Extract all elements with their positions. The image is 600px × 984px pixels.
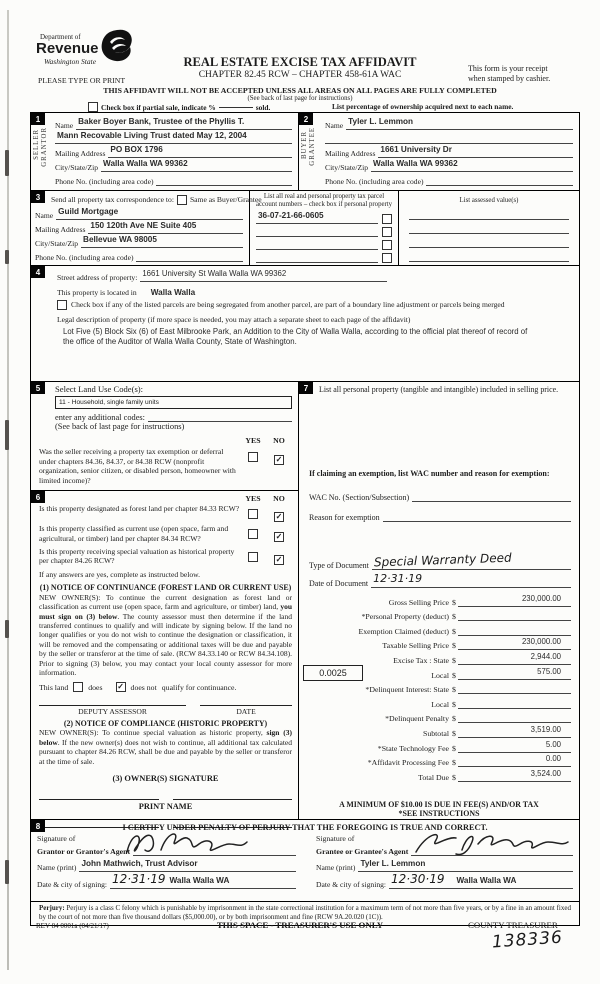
receipt-note-line2: when stamped by cashier. — [468, 74, 551, 83]
seller-phone-field[interactable] — [156, 185, 292, 186]
receipt-note-line1: This form is your receipt — [468, 64, 548, 73]
local-rate-box — [303, 665, 363, 681]
grantee-date-value: 12·30·19 — [391, 872, 445, 886]
this-land-label: This land — [39, 682, 69, 692]
forest-no-checkbox[interactable]: ✓ — [275, 512, 283, 522]
grantor-city-value: Walla Walla WA — [169, 876, 230, 885]
historic-yes-checkbox[interactable] — [248, 552, 258, 562]
does-not-label: does not — [130, 682, 157, 692]
assessed-header: List assessed value(s) — [459, 197, 519, 204]
taxable-price-label: Taxable Selling Price — [382, 641, 449, 651]
exemption-yes-checkbox[interactable] — [248, 452, 258, 462]
excise-local-value: 575.00 — [537, 666, 561, 676]
seller-city-value: Walla Walla WA 99362 — [103, 159, 188, 168]
affidavit-form — [30, 112, 580, 926]
total-due-label: Total Due — [418, 772, 449, 782]
assessed-field-2[interactable] — [409, 220, 569, 234]
certification-row — [31, 820, 579, 902]
grantor-sig-label-1: Signature of — [37, 834, 76, 843]
current-use-question: Is this property classified as current use (open space, farm and agricultural, or timber) land per chapter 84.34 RCW? — [39, 524, 229, 543]
assessed-field-4[interactable] — [409, 248, 569, 262]
correspondence-label: Send all property tax correspondence to: — [51, 195, 174, 204]
buyer-name-label: Name — [325, 121, 344, 130]
section-6 — [31, 490, 298, 828]
legal-description-line1: Lot Five (5) Block Six (6) of East Milbrooke Park, an Addition to the City of Walla Walla, according to the official plat thereof of record of — [63, 327, 528, 336]
parcels-header: List all real and personal property tax parcel account numbers – check box if personal property — [255, 193, 393, 209]
seller-role-label-2: GRANTOR — [41, 127, 48, 167]
affidavit-fee-label: *Affidavit Processing Fee — [367, 758, 449, 768]
corr-city-label: City/State/Zip — [35, 239, 79, 248]
grantor-print-label: Name (print) — [37, 863, 77, 872]
street-address-label: Street address of property: — [57, 273, 138, 282]
correspondence-row — [31, 191, 579, 266]
county-treasurer-label: COUNTY TREASURER — [468, 920, 558, 930]
seller-role-label-1: SELLER — [33, 129, 40, 160]
buyer-name-value: Tyler L. Lemmon — [348, 117, 414, 126]
doc-date-field[interactable] — [371, 569, 571, 588]
gross-price-value: 230,000.00 — [521, 593, 561, 603]
located-in-label: This property is located in — [57, 288, 137, 297]
corr-name-label: Name — [35, 211, 54, 220]
deputy-assessor-label: DEPUTY ASSESSOR — [78, 707, 147, 717]
buyer-city-label: City/State/Zip — [325, 163, 369, 172]
form-rev-number: REV 84 0001a (04/21/17) — [36, 922, 109, 930]
grantee-sig-label-2: Grantee or Grantee's Agent — [316, 847, 409, 856]
delinq-interest-state-label: *Delinquent Interest: State — [365, 685, 449, 695]
legal-description-line2: the office of the Auditor of Walla Walla County, State of Washington. — [63, 337, 297, 346]
forest-land-question: Is this property designated as forest land per chapter 84.33 RCW? — [39, 504, 240, 514]
scan-mark — [5, 150, 9, 176]
total-due-field[interactable] — [458, 763, 571, 782]
grantor-date-label: Date & city of signing: — [37, 880, 108, 889]
delinq-interest-state-field[interactable] — [458, 693, 571, 694]
corr-city-value: Bellevue WA 98005 — [83, 235, 157, 244]
grantor-print-value: John Mathwich, Trust Advisor — [81, 859, 198, 868]
yes-header-6: YES — [245, 494, 261, 504]
wac-no-field[interactable] — [412, 501, 571, 502]
assessed-section — [399, 191, 579, 265]
partial-sale-label: Check box if partial sale, indicate % — [101, 102, 216, 112]
corr-phone-field[interactable] — [136, 261, 243, 262]
section-6-badge: 6 — [31, 491, 45, 503]
does-not-checkbox[interactable]: ✓ — [117, 682, 124, 692]
section-4-badge: 4 — [31, 266, 45, 278]
deputy-assessor-signature-line[interactable] — [39, 705, 186, 716]
parcel-personal-checkbox-1[interactable] — [382, 214, 392, 224]
street-address-value: 1661 University St Walla Walla WA 99362 — [142, 269, 287, 278]
print-name-label: PRINT NAME — [138, 802, 193, 812]
taxable-price-value: 230,000.00 — [521, 637, 561, 647]
seller-section — [31, 113, 299, 190]
tax-column — [299, 382, 579, 819]
please-type-label: PLEASE TYPE OR PRINT — [38, 76, 126, 85]
buyer-phone-field[interactable] — [426, 185, 573, 186]
does-label: does — [88, 682, 103, 692]
ownership-note: List percentage of ownership acquired next to each name. — [332, 102, 514, 111]
yes-header-5: YES — [245, 436, 261, 445]
parcel-field-1[interactable] — [256, 205, 378, 224]
gross-price-label: Gross Selling Price — [388, 597, 449, 607]
if-yes-note: If any answers are yes, complete as instructed below. — [39, 569, 201, 579]
doc-date-label: Date of Document — [309, 579, 369, 588]
segregated-label: Check box if any of the listed parcels are being segregated from another parcel, are part of a boundary line adjustment or parcels being merged — [71, 300, 505, 309]
buyer-address-label: Mailing Address — [325, 149, 376, 158]
section-3-badge: 3 — [31, 191, 45, 203]
revenue-logo-icon — [100, 28, 134, 62]
notice-compliance-body: NEW OWNER(S): To continue special valuation as historic property, sign (3) below. If the new owner(s) does not wish to continue, all additional tax calculated pursuant to chapter 84.26 RCW, shall be due and payable by the seller or transferor at the time of sale. — [39, 728, 292, 766]
form-title: REAL ESTATE EXCISE TAX AFFIDAVIT — [183, 55, 417, 69]
personal-deduct-field[interactable] — [458, 620, 571, 621]
land-use-column — [31, 382, 299, 819]
personal-deduct-label: *Personal Property (deduct) — [361, 612, 449, 622]
assessed-field-1[interactable] — [409, 206, 569, 220]
historic-question: Is this property receiving special valuation as historical property per chapter 84.26 RCW? — [39, 546, 235, 566]
parcel-personal-checkbox-3[interactable] — [382, 240, 392, 250]
parcel-value-1: 36-07-21-66-0605 — [258, 210, 324, 220]
reason-exemption-field[interactable] — [383, 521, 571, 522]
scan-mark — [5, 620, 9, 638]
reason-exemption-label: Reason for exemption — [309, 513, 380, 522]
seller-phone-label: Phone No. (including area code) — [55, 177, 154, 186]
exemption-claim-note: If claiming an exemption, list WAC number and reason for exemption: — [309, 469, 550, 478]
doc-date-value: 12·31·19 — [373, 572, 423, 585]
current-use-no-checkbox[interactable]: ✓ — [275, 532, 283, 542]
continuance-qualify-row — [39, 682, 292, 692]
notice-continuance-title: (1) NOTICE OF CONTINUANCE (FOREST LAND OR CURRENT USE) — [39, 582, 292, 592]
seller-name-value: Baker Boyer Bank, Trustee of the Phyllis T. — [78, 117, 245, 126]
parties-row — [31, 113, 579, 191]
dept-of-label: Department of — [40, 33, 81, 41]
total-due-value: 3,524.00 — [530, 768, 561, 778]
grantee-date-label: Date & city of signing: — [316, 880, 387, 889]
see-instructions-note: *SEE INSTRUCTIONS — [398, 808, 480, 818]
subtotal-value: 3,519.00 — [530, 724, 561, 734]
excise-local-field[interactable] — [458, 661, 571, 680]
buyer-city-value: Walla Walla WA 99362 — [373, 159, 458, 168]
affidavit-fee-value: 0.00 — [545, 754, 561, 764]
gross-price-field[interactable] — [458, 588, 571, 607]
see-back-note: (See back of last page for instructions) — [247, 95, 353, 102]
treasurer-stamp-number: 138336 — [491, 927, 564, 953]
grantor-date-field[interactable] — [110, 870, 296, 889]
excise-state-label: Excise Tax : State — [393, 655, 449, 665]
land-use-code-select[interactable] — [55, 396, 292, 409]
form-subtitle: CHAPTER 82.45 RCW – CHAPTER 458-61A WAC — [198, 70, 402, 80]
correspondence-section — [31, 191, 262, 265]
owner-signature-line-2[interactable] — [173, 799, 293, 800]
seller-address-value: PO BOX 1796 — [110, 145, 163, 154]
perjury-note: Perjury: Perjury is a class C felony which is punishable by imprisonment in the state correctional institution for a maximum term of not more than five years, or by a fine in an amount fixed by the court of not more than five thousand dollars ($5,000.00), or by both imprisonment and fine (RCW 9A.20.020 (1C)). — [39, 904, 571, 921]
percent-sold-input[interactable] — [219, 107, 253, 108]
wac-no-label: WAC No. (Section/Subsection) — [309, 493, 410, 502]
subtotal-label: Subtotal — [423, 728, 449, 738]
qualify-label: qualify for continuance. — [161, 682, 237, 692]
minimum-due-note: A MINIMUM OF $10.00 IS DUE IN FEE(S) AND/OR TAX — [339, 799, 539, 809]
owner-signature-line-1[interactable] — [39, 799, 159, 800]
scan-mark — [5, 420, 9, 450]
seller-name-value-2: Mann Recovable Living Trust dated May 12, 2004 — [57, 131, 247, 140]
exemption-deduct-label: Exemption Claimed (deduct) — [358, 626, 449, 636]
exemption-no-checkbox[interactable]: ✓ — [275, 455, 283, 464]
warning-line: THIS AFFIDAVIT WILL NOT BE ACCEPTED UNLESS ALL AREAS ON ALL PAGES ARE FULLY COMPLETED — [103, 86, 497, 95]
deputy-date-line[interactable] — [200, 705, 292, 716]
section-1-badge: 1 — [31, 113, 45, 125]
local-rate-value: 0.0025 — [319, 668, 347, 678]
corr-name-value: Guild Mortgage — [58, 207, 119, 216]
exemption-question: Was the seller receiving a property tax exemption or deferral under chapters 84.36, 84.37, or 84.38 RCW (nonprofit organization, senior citizen, or disabled person, homeowner with limited income)? — [39, 447, 236, 485]
section-8-badge: 8 — [31, 820, 45, 832]
partial-sale-sold-label: sold. — [255, 102, 271, 112]
owners-signature-title: (3) OWNER(S) SIGNATURE — [112, 774, 219, 784]
doc-type-field[interactable] — [372, 551, 571, 570]
parcel-field-3[interactable] — [256, 249, 378, 250]
street-address-field[interactable] — [140, 263, 387, 282]
grantee-signature-block — [302, 834, 579, 889]
parcel-personal-checkbox-2[interactable] — [382, 227, 392, 237]
buyer-role-label-1: BUYER — [301, 131, 308, 160]
excise-local-label: Local — [431, 670, 449, 680]
treasurer-space-label: THIS SPACE - TREASURER'S USE ONLY — [216, 920, 384, 930]
legal-description-label: Legal description of property (if more space is needed, you may attach a separate sheet to each page of the affidavit) — [57, 315, 411, 324]
tax-computation: Gross Selling Price $ 230,000.00 *Personal Property (deduct) $ Exemption Claimed (deduct) $ Taxable Selling Price $ 230,000.00 Excise Tax : State $ 2,944.00 Local $ 575.00 *Delinquent Interest: State $ Local $ *Delinquent Penalty $ Subtotal $ 3,519.00 *State Technology Fee $ 5.00 *Affidavit Processing Fee $ 0.00 Total Due $ 3,524.00 0.0025 — [299, 592, 579, 782]
seller-address-label: Mailing Address — [55, 149, 106, 158]
same-as-buyer-label: Same as Buyer/Grantee — [189, 195, 262, 204]
notice-continuance-body: NEW OWNER(S): To continue the current designation as forest land or classification as current use (open space, farm and agriculture, or timber) land, you must sign on (3) below. The county assessor must then determine if the land transferred continues to qualify and will indicate by signing below. If the land no longer qualifies or you do not wish to continue the designation or classification, it will be removed and the compensating or additional taxes will be due and payable by the seller or transferor at the time of sale. (RCW 84.33.140 or RCW 84.34.108). Prior to signing (3) below, you may contact your local county assessor for more information. — [39, 592, 292, 677]
seller-city-label: City/State/Zip — [55, 163, 99, 172]
middle-row — [31, 382, 579, 820]
seller-city-field[interactable] — [101, 153, 292, 172]
historic-no-checkbox[interactable]: ✓ — [275, 554, 283, 564]
corr-address-label: Mailing Address — [35, 225, 86, 234]
buyer-role-label-2: GRANTEE — [309, 127, 316, 166]
forest-yes-checkbox[interactable] — [248, 509, 258, 519]
grantor-date-value: 12·31·19 — [112, 872, 166, 886]
current-use-yes-checkbox[interactable] — [248, 529, 258, 539]
corr-phone-label: Phone No. (including area code) — [35, 253, 134, 262]
property-row — [31, 266, 579, 382]
parcel-personal-checkbox-4[interactable] — [382, 253, 392, 263]
land-use-code-value: 11 - Household, single family units — [59, 399, 159, 406]
section-5-badge: 5 — [31, 382, 45, 394]
personal-property-label: List all personal property (tangible and intangible) included in selling price. — [319, 385, 559, 394]
delinq-interest-local-field[interactable] — [458, 708, 571, 709]
grantee-print-label: Name (print) — [316, 863, 356, 872]
grantee-city-value: Walla Walla WA — [456, 876, 517, 885]
scan-mark — [5, 860, 9, 884]
segregated-checkbox[interactable] — [57, 300, 67, 310]
grantor-signature-block — [31, 834, 302, 889]
no-header-6: NO — [273, 494, 285, 504]
buyer-city-field[interactable] — [371, 153, 573, 172]
section-7-badge: 7 — [299, 382, 313, 394]
grantee-sig-label-1: Signature of — [316, 834, 355, 843]
no-header-5: NO — [273, 436, 285, 445]
additional-codes-label: enter any additional codes: — [55, 413, 145, 422]
parcels-section — [250, 191, 399, 265]
revenue-label: Revenue — [36, 40, 99, 57]
seller-name-label: Name — [55, 121, 74, 130]
section-2-badge: 2 — [299, 113, 313, 125]
certify-statement: I CERTIFY UNDER PENALTY OF PERJURY THAT THE FOREGOING IS TRUE AND CORRECT. — [122, 823, 488, 832]
tech-fee-value: 5.00 — [545, 739, 561, 749]
buyer-address-value: 1661 University Dr — [380, 145, 452, 154]
delinq-interest-local-label: Local — [431, 699, 449, 709]
tech-fee-label: *State Technology Fee — [377, 743, 449, 753]
parcel-field-2[interactable] — [256, 236, 378, 237]
doc-type-label: Type of Document — [309, 561, 369, 570]
washington-state-label: Washington State — [44, 57, 97, 66]
buyer-section — [299, 113, 579, 190]
scan-mark — [5, 250, 9, 264]
doc-type-value: Special Warranty Deed — [373, 550, 512, 570]
assessed-field-3[interactable] — [409, 234, 569, 248]
land-use-see-back: (See back of last page for instructions) — [55, 422, 185, 431]
grantor-sig-label-2: Grantor or Grantor's Agent — [37, 847, 131, 856]
located-in-value: Walla Walla — [150, 288, 196, 297]
buyer-name-field[interactable] — [346, 111, 573, 130]
excise-state-value: 2,944.00 — [530, 651, 561, 661]
corr-city-field[interactable] — [81, 229, 243, 248]
land-use-label: Select Land Use Code(s): — [55, 384, 144, 394]
grantee-print-value: Tyler L. Lemmon — [360, 859, 426, 868]
does-checkbox[interactable] — [73, 682, 83, 692]
deputy-date-label: DATE — [236, 707, 256, 717]
grantee-date-field[interactable] — [389, 870, 573, 889]
corr-address-value: 150 120th Ave NE Suite 405 — [90, 221, 197, 230]
buyer-phone-label: Phone No. (including area code) — [325, 177, 424, 186]
notice-compliance-title: (2) NOTICE OF COMPLIANCE (HISTORIC PROPERTY) — [63, 719, 268, 729]
delinq-penalty-label: *Delinquent Penalty — [385, 714, 449, 724]
